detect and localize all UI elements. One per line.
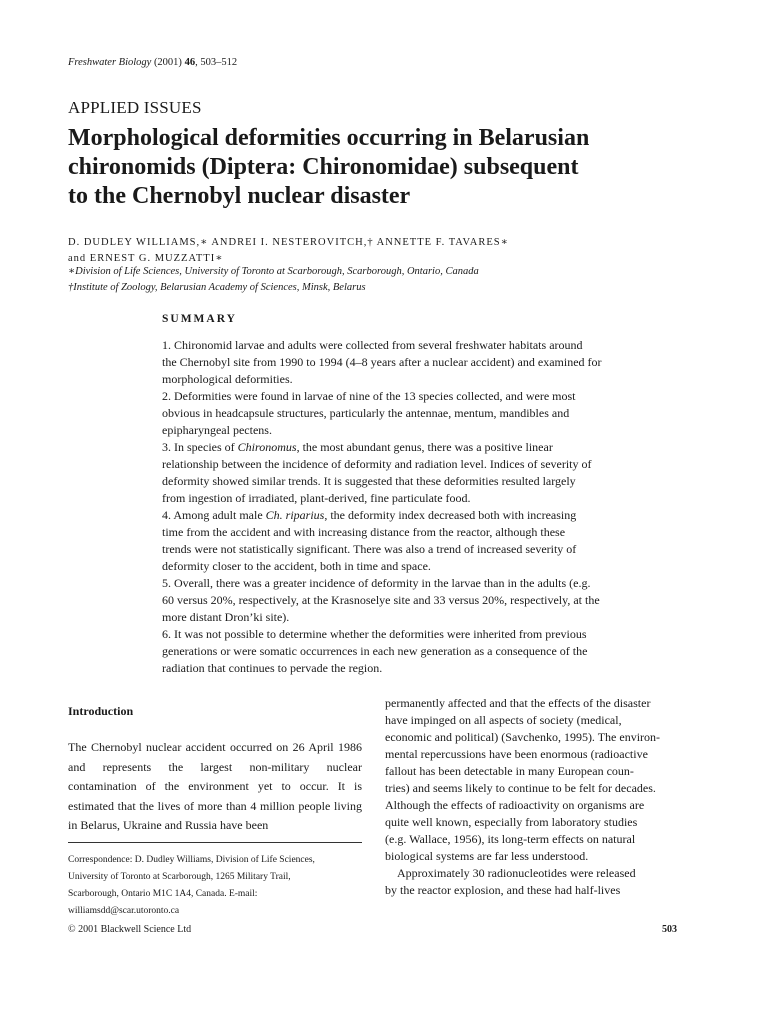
summary-text: 4. Among adult male [162, 508, 266, 522]
summary-heading: SUMMARY [162, 313, 237, 325]
summary-line: obvious in headcapsule structures, particularly the antennae, mentum, mandibles and [162, 406, 570, 420]
introduction-text: The Chernobyl nuclear accident occurred on 26 April 1986 and represents the largest non-military nuclear contamination of the environment yet to occur. It is estimated that the lives of more than 4 million people living in Belarus, Ukraine and Russia have been [68, 740, 362, 832]
author-list [68, 235, 708, 267]
introduction-heading: Introduction [68, 704, 134, 718]
body-line: by the reactor explosion, and these had half-lives [385, 883, 621, 897]
correspondence-line: Scarborough, Ontario M1C 1A4, Canada. E-mail: [68, 889, 258, 899]
summary-line: time from the accident and with increasing distance from the reactor, although these [162, 525, 566, 539]
summary-line [162, 507, 680, 524]
body-line: permanently affected and that the effects of the disaster [385, 696, 651, 710]
correspondence-line: University of Toronto at Scarborough, 1265 Military Trail, [68, 872, 291, 882]
footnote-divider [68, 842, 362, 843]
summary-text: , the deformity index decreased both with increasing [324, 508, 577, 522]
body-line: Approximately 30 radionucleotides were released [397, 866, 636, 880]
summary-line: radiation that continues to pervade the region. [162, 661, 383, 675]
summary-line: deformity closer to the accident, both in time and space. [162, 559, 431, 573]
summary-line: generations or were somatic occurrences in each new generation as a consequence of the [162, 644, 588, 658]
title-line: Morphological deformities occurring in Belarusian [68, 125, 590, 151]
body-line: Although the effects of radioactivity on organisms are [385, 798, 645, 812]
body-line: fallout has been detectable in many European coun- [385, 764, 634, 778]
summary-line: deformity showed similar trends. It is suggested that these deformities resulted largely [162, 474, 576, 488]
summary-text: , the most abundant genus, there was a positive linear [296, 440, 553, 454]
summary-line: morphological deformities. [162, 372, 293, 386]
journal-name: Freshwater Biology [68, 57, 152, 68]
journal-year: (2001) [153, 57, 182, 68]
body-line: biological systems are far less understood. [385, 849, 589, 863]
affiliations [68, 264, 708, 296]
summary-body [162, 337, 680, 677]
summary-line: relationship between the incidence of deformity and radiation level. Indices of severity of [162, 457, 592, 471]
authors-line: D. DUDLEY WILLIAMS,∗ ANDREI I. NESTEROVITCH,† ANNETTE F. TAVARES∗ [68, 237, 509, 248]
summary-line: 1. Chironomid larvae and adults were collected from several freshwater habitats around [162, 338, 583, 352]
page-number: 503 [662, 924, 677, 935]
body-line: economic and political) (Savchenko, 1995). The environ- [385, 730, 661, 744]
title-line: chironomids (Diptera: Chironomidae) subsequent [68, 154, 579, 180]
summary-line: more distant Dron’ki site). [162, 610, 290, 624]
body-line: (e.g. Wallace, 1956), its long-term effects on natural [385, 832, 636, 846]
summary-line: epipharyngeal pectens. [162, 423, 272, 437]
section-label: APPLIED ISSUES [68, 98, 202, 117]
summary-line: 2. Deformities were found in larvae of nine of the 13 species collected, and were most [162, 389, 576, 403]
title-line: to the Chernobyl nuclear disaster [68, 183, 411, 209]
body-line: quite well known, especially from laboratory studies [385, 815, 638, 829]
summary-line [162, 439, 680, 456]
copyright-notice: © 2001 Blackwell Science Ltd [68, 924, 192, 935]
body-line: tries) and seems likely to continue to be felt for decades. [385, 781, 656, 795]
summary-line: 60 versus 20%, respectively, at the Krasnoselye site and 33 versus 20%, respectively, at the [162, 593, 600, 607]
summary-text: 3. In species of [162, 440, 238, 454]
journal-volume: 46 [184, 57, 196, 68]
journal-pages: , 503–512 [195, 57, 238, 68]
summary-line: the Chernobyl site from 1990 to 1994 (4–8 years after a nuclear accident) and examined for [162, 355, 602, 369]
body-line: have impinged on all aspects of society (medical, [385, 713, 622, 727]
body-line: mental repercussions have been enormous (radioactive [385, 747, 648, 761]
summary-line: from ingestion of irradiated, plant-derived, fine particulate food. [162, 491, 471, 505]
right-column-text [385, 695, 679, 899]
summary-line: trends were not statistically significant. There was also a trend of increased severity of [162, 542, 577, 556]
species-name: Ch. riparius [265, 508, 325, 522]
summary-line: 6. It was not possible to determine whether the deformities were inherited from previous [162, 627, 587, 641]
summary-line: 5. Overall, there was a greater incidence of deformity in the larvae than in the adults (e.g. [162, 576, 591, 590]
correspondence-line: williamsdd@scar.utoronto.ca [68, 906, 180, 916]
correspondence-line: Correspondence: D. Dudley Williams, Division of Life Sciences, [68, 855, 315, 865]
affiliation: †Institute of Zoology, Belarusian Academy of Sciences, Minsk, Belarus [68, 282, 366, 293]
journal-citation [68, 57, 237, 68]
correspondence-note [68, 852, 368, 920]
affiliation: ∗Division of Life Sciences, University of Toronto at Scarborough, Scarborough, Ontario, Canada [68, 266, 479, 277]
paper-title [68, 124, 708, 211]
authors-line: and ERNEST G. MUZZATTI∗ [68, 253, 224, 264]
genus-name: Chironomus [237, 440, 297, 454]
